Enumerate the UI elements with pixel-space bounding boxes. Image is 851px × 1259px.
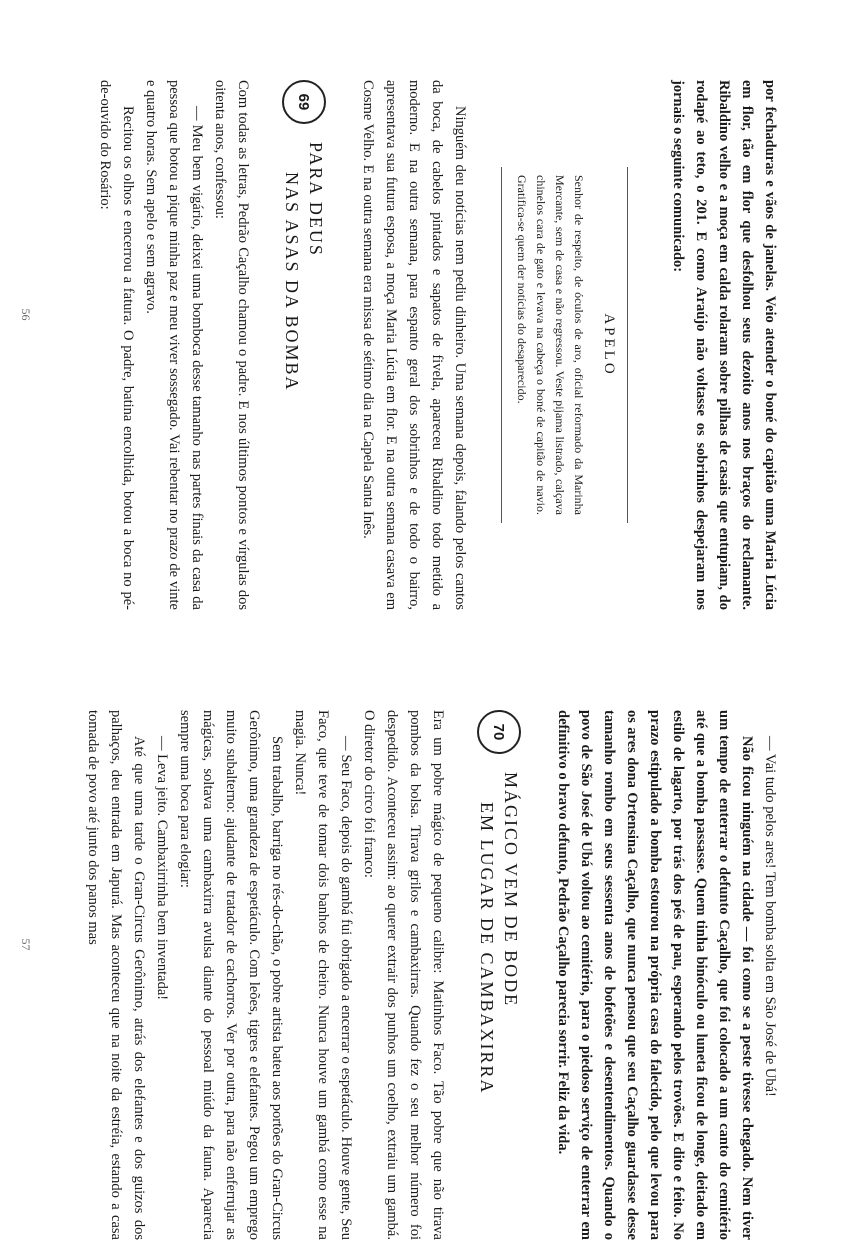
paragraph: — Leva jeito. Cambaxirrinha bem inventada! <box>154 736 170 1001</box>
paragraph: Não ficou ninguém na cidade — foi como se a peste tivesse chegado. Nem tiver um tempo de enterrar o defunto Caçalho, que foi colocado a um canto do cemitério até que a bomba passasse. Quem tinha binóculo ou luneta ficou de longe, deitado em estilo de lagarto, por trás dos pés de pau, esperando pelos trovões. E dito e feito. No prazo estipulado a bomba estourou na própria casa do falecido, pelo que levou para os ares dona Ortensina Caçalho, que nunca pensou que seu Caçalho guardasse desse tamanho rombo em seus sessenta anos de bofetões e desentendimentos. Quando o povo de São José de Ubá voltou ao cemitério, para o piedoso serviço de enterrar em definitivo o bravo defunto, Pedrão Caçalho parecia sorrir. Feliz da vida. <box>555 710 755 1240</box>
left-page-text <box>93 80 781 610</box>
story-title <box>280 142 328 392</box>
paragraph: Sem trabalho, barriga no rés-do-chão, o pobre artista bateu aos portões do Gran-Circus Gerônimo, uma grandeza de espetáculo. Com leões, tigres e elefantes. Pegou um emprego muito subalterno: ajudante de tratador de cachorros. Ver por outra, para não enferrujar as mágicas, soltava uma cambaxirra avulsa diante do pessoal miúdo da fauna. Aparecia sempre uma boca para elogiar: <box>177 710 285 1240</box>
paragraph: Até que uma tarde o Gran-Circus Gerônimo, atrás dos elefantes e dos guizos dos palhaços, deu entrada em Japurá. Mas aconteceu que na noite da estréia, estando a casa tomada de povo até junto dos panos mas <box>85 710 147 1240</box>
paragraph: Recitou os olhos e encerrou a fatura. O padre, batina encolhida, botou a boca no pé-de-ouvido do Rosário: <box>97 80 136 610</box>
story-title-line-1: MÁGICO VEM DE BODE <box>501 772 521 1008</box>
story-title-line-2: EM LUGAR DE CAMBAXIRRA <box>477 802 497 1095</box>
story-number: 69 <box>282 80 326 124</box>
paragraph: — Seu Faco, depois do gambá fui obrigado a encerrar o espetáculo. Houve gente, Seu Faco, que teve de tomar dois banhos de cheiro. Nunca houve um gambá como esse na magia. Nunca! <box>292 710 354 1240</box>
story-title-line-1: PARA DEUS <box>306 142 326 257</box>
page-number: 56 <box>19 308 33 321</box>
paragraph: Ninguém deu notícias nem pediu dinheiro. Uma semana depois, falando pelos cantos da boca, de cabelos pintados e sapatos de fivela, apareceu Ribaldino todo metido a moderno. E na outra semana, para espanto geral dos sobrinhos e de todo o bairro, apresentava sua futura esposa, a moça Maria Lúcia em flor. E na outra semana casava em Cosme Velho. E na outra semana era missa de sétimo dia na Capela Santa Inês. <box>360 80 468 610</box>
page-number: 57 <box>19 938 33 951</box>
story-heading-70 <box>475 710 523 1240</box>
right-page <box>0 630 851 1259</box>
left-page <box>0 0 851 629</box>
paragraph <box>208 80 254 610</box>
story-title-line-2: NAS ASAS DA BOMBA <box>282 172 302 392</box>
right-page-text <box>81 710 781 1240</box>
notice-text: Senhor de respeito, de óculos de aro, oficial reformado da Marinha Mercante, sem de casa e não regressou. Veste pijama listrado, calçava chinelos cara de gato e levava na cabeça o boné de capitão de navio. Gratifica-se quem der notícias do desaparecido. <box>515 175 586 515</box>
paragraph: — Meu bem vigário, deixei uma bomboca desse tamanho nas partes finais da casa da pessoa que botou a pique minha paz e meu viver sossegado. Vai rebentar no prazo de vinte e quatro horas. Sem apelo e sem agravo. <box>143 80 205 610</box>
story-text: Com todas as letras, Pedrão Caçalho chamou o padre. E nos últimos pontos e vírgulas dos oitenta anos, confessou: <box>212 80 251 610</box>
story-title <box>475 772 523 1095</box>
story-number: 70 <box>477 710 521 754</box>
notice-title: APELO <box>601 313 617 377</box>
story-heading-69 <box>280 80 328 610</box>
paragraph: — Vai tudo pelos ares! Tem bomba solta em São José de Ubá! <box>762 736 778 1097</box>
notice-box <box>501 167 628 523</box>
paragraph: por fechaduras e vãos de janelas. Veio atender o boné do capitão uma Maria Lúcia em flor, tão em flor que desfolhou seus dezoito anos nos braços do reclamante. Ribaldino velho e a moça em calda rolaram sobre pilhas de casais que entupiam, do rodapé ao teto, o 201. E como Araújo não voltasse os sobrinhos despejaram nos jornais o seguinte comunicado: <box>670 80 778 610</box>
paragraph: Era um pobre mágico de pequeno calibre: Matinhos Faco. Tão pobre que não tirava pombos da bolsa. Tirava grilos e cambaxirras. Quando fez o seu melhor número foi despedido. Aconteceu assim: ao querer extrair dos punhos um coelho, extraiu um gambá. O diretor do circo foi franco: <box>361 710 446 1240</box>
